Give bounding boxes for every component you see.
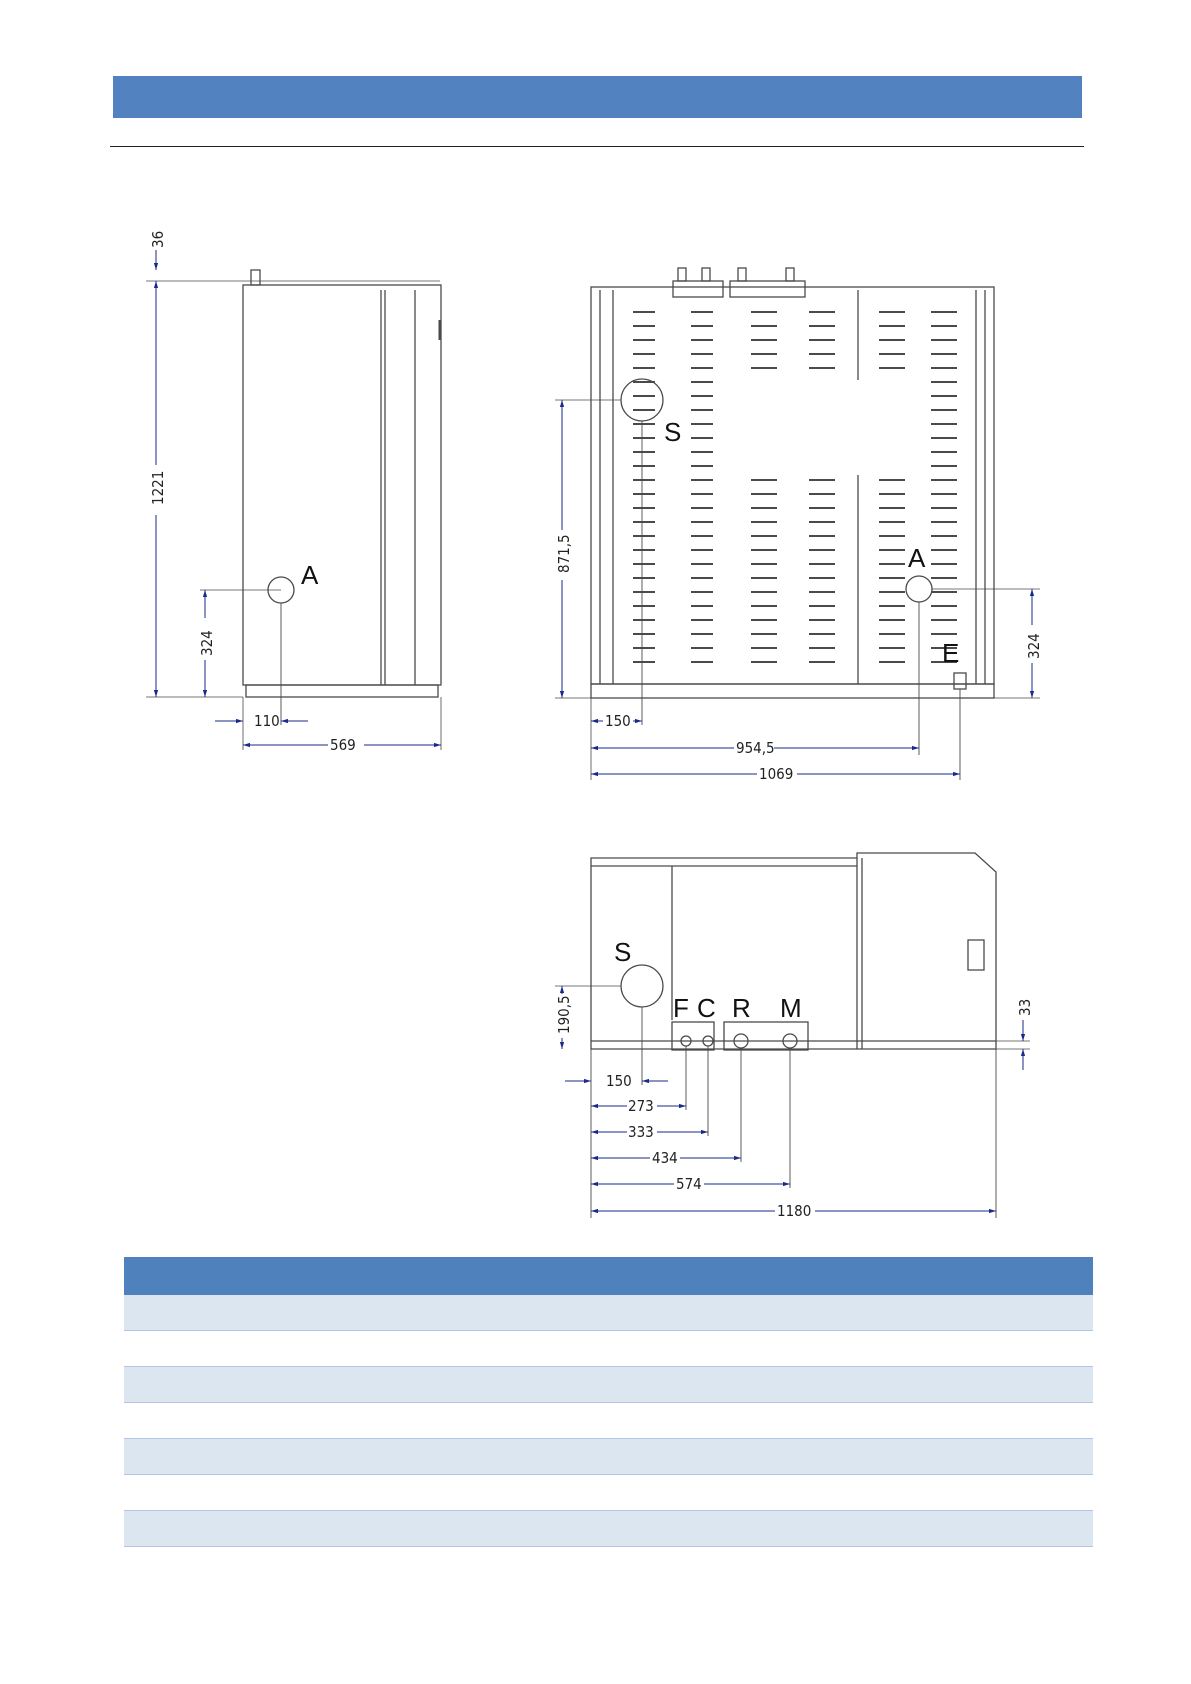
table-cell <box>124 1331 1093 1367</box>
dim-side-height: 1221 <box>149 470 167 505</box>
dim-side-a-offset: 110 <box>254 712 280 730</box>
dim-side-a-height: 324 <box>198 630 216 656</box>
dim-rear-s-offset: 150 <box>605 712 631 730</box>
rear-view-conn-right <box>730 281 805 297</box>
side-view-base <box>246 685 438 697</box>
dim-rear-a-height: 324 <box>1025 633 1043 659</box>
spec-table <box>124 1257 1093 1547</box>
table-cell <box>124 1439 1093 1475</box>
table-cell <box>124 1295 1093 1331</box>
rear-view-e-drain <box>954 673 966 689</box>
table-row <box>124 1439 1093 1475</box>
rear-view-vents <box>633 312 957 662</box>
top-view-label-m: M <box>780 993 802 1023</box>
rear-view-s-circle <box>621 379 663 421</box>
dim-top-s-offset: 150 <box>606 1072 632 1090</box>
dim-side-top-offset: 36 <box>149 230 167 248</box>
rear-view-base <box>591 684 994 698</box>
dim-top-s-depth: 190,5 <box>555 995 573 1034</box>
table-row <box>124 1367 1093 1403</box>
dim-top-c-offset: 333 <box>628 1123 654 1141</box>
rear-view-body <box>591 287 994 684</box>
rear-view-label-s: S <box>664 417 682 447</box>
side-view-label-a: A <box>301 560 319 590</box>
table-row <box>124 1295 1093 1331</box>
table-row <box>124 1331 1093 1367</box>
dim-top-m-offset: 574 <box>676 1175 702 1193</box>
dim-rear-s-height: 871,5 <box>555 534 573 573</box>
table-cell <box>124 1511 1093 1547</box>
top-view-label-r: R <box>732 993 751 1023</box>
table-header-row <box>124 1257 1093 1295</box>
table-header-cell <box>124 1257 1093 1295</box>
rear-view-label-a: A <box>908 543 926 573</box>
table-cell <box>124 1475 1093 1511</box>
rear-view-a-circle <box>906 576 932 602</box>
top-view-label-c: C <box>697 993 716 1023</box>
table-cell <box>124 1403 1093 1439</box>
side-view <box>146 270 441 750</box>
dim-side-depth: 569 <box>330 736 356 754</box>
side-view-body <box>243 285 441 685</box>
top-view-handle <box>968 940 984 970</box>
table-cell <box>124 1367 1093 1403</box>
rear-view <box>555 268 1040 780</box>
dim-top-r-offset: 434 <box>652 1149 678 1167</box>
dim-rear-width: 1069 <box>759 765 794 783</box>
dim-rear-a-offset: 954,5 <box>736 739 775 757</box>
dim-top-conn-offset: 33 <box>1016 998 1034 1016</box>
side-view-dims <box>156 250 441 745</box>
top-view <box>555 853 1030 1218</box>
table-row <box>124 1511 1093 1547</box>
dim-top-f-offset: 273 <box>628 1097 654 1115</box>
table-row <box>124 1475 1093 1511</box>
top-view-label-f: F <box>673 993 689 1023</box>
top-view-s-circle <box>621 965 663 1007</box>
top-view-label-s: S <box>614 937 632 967</box>
table-row <box>124 1403 1093 1439</box>
rear-view-conn-left <box>673 281 723 297</box>
rear-view-label-e: E <box>942 638 960 668</box>
dim-top-total: 1180 <box>777 1202 812 1220</box>
